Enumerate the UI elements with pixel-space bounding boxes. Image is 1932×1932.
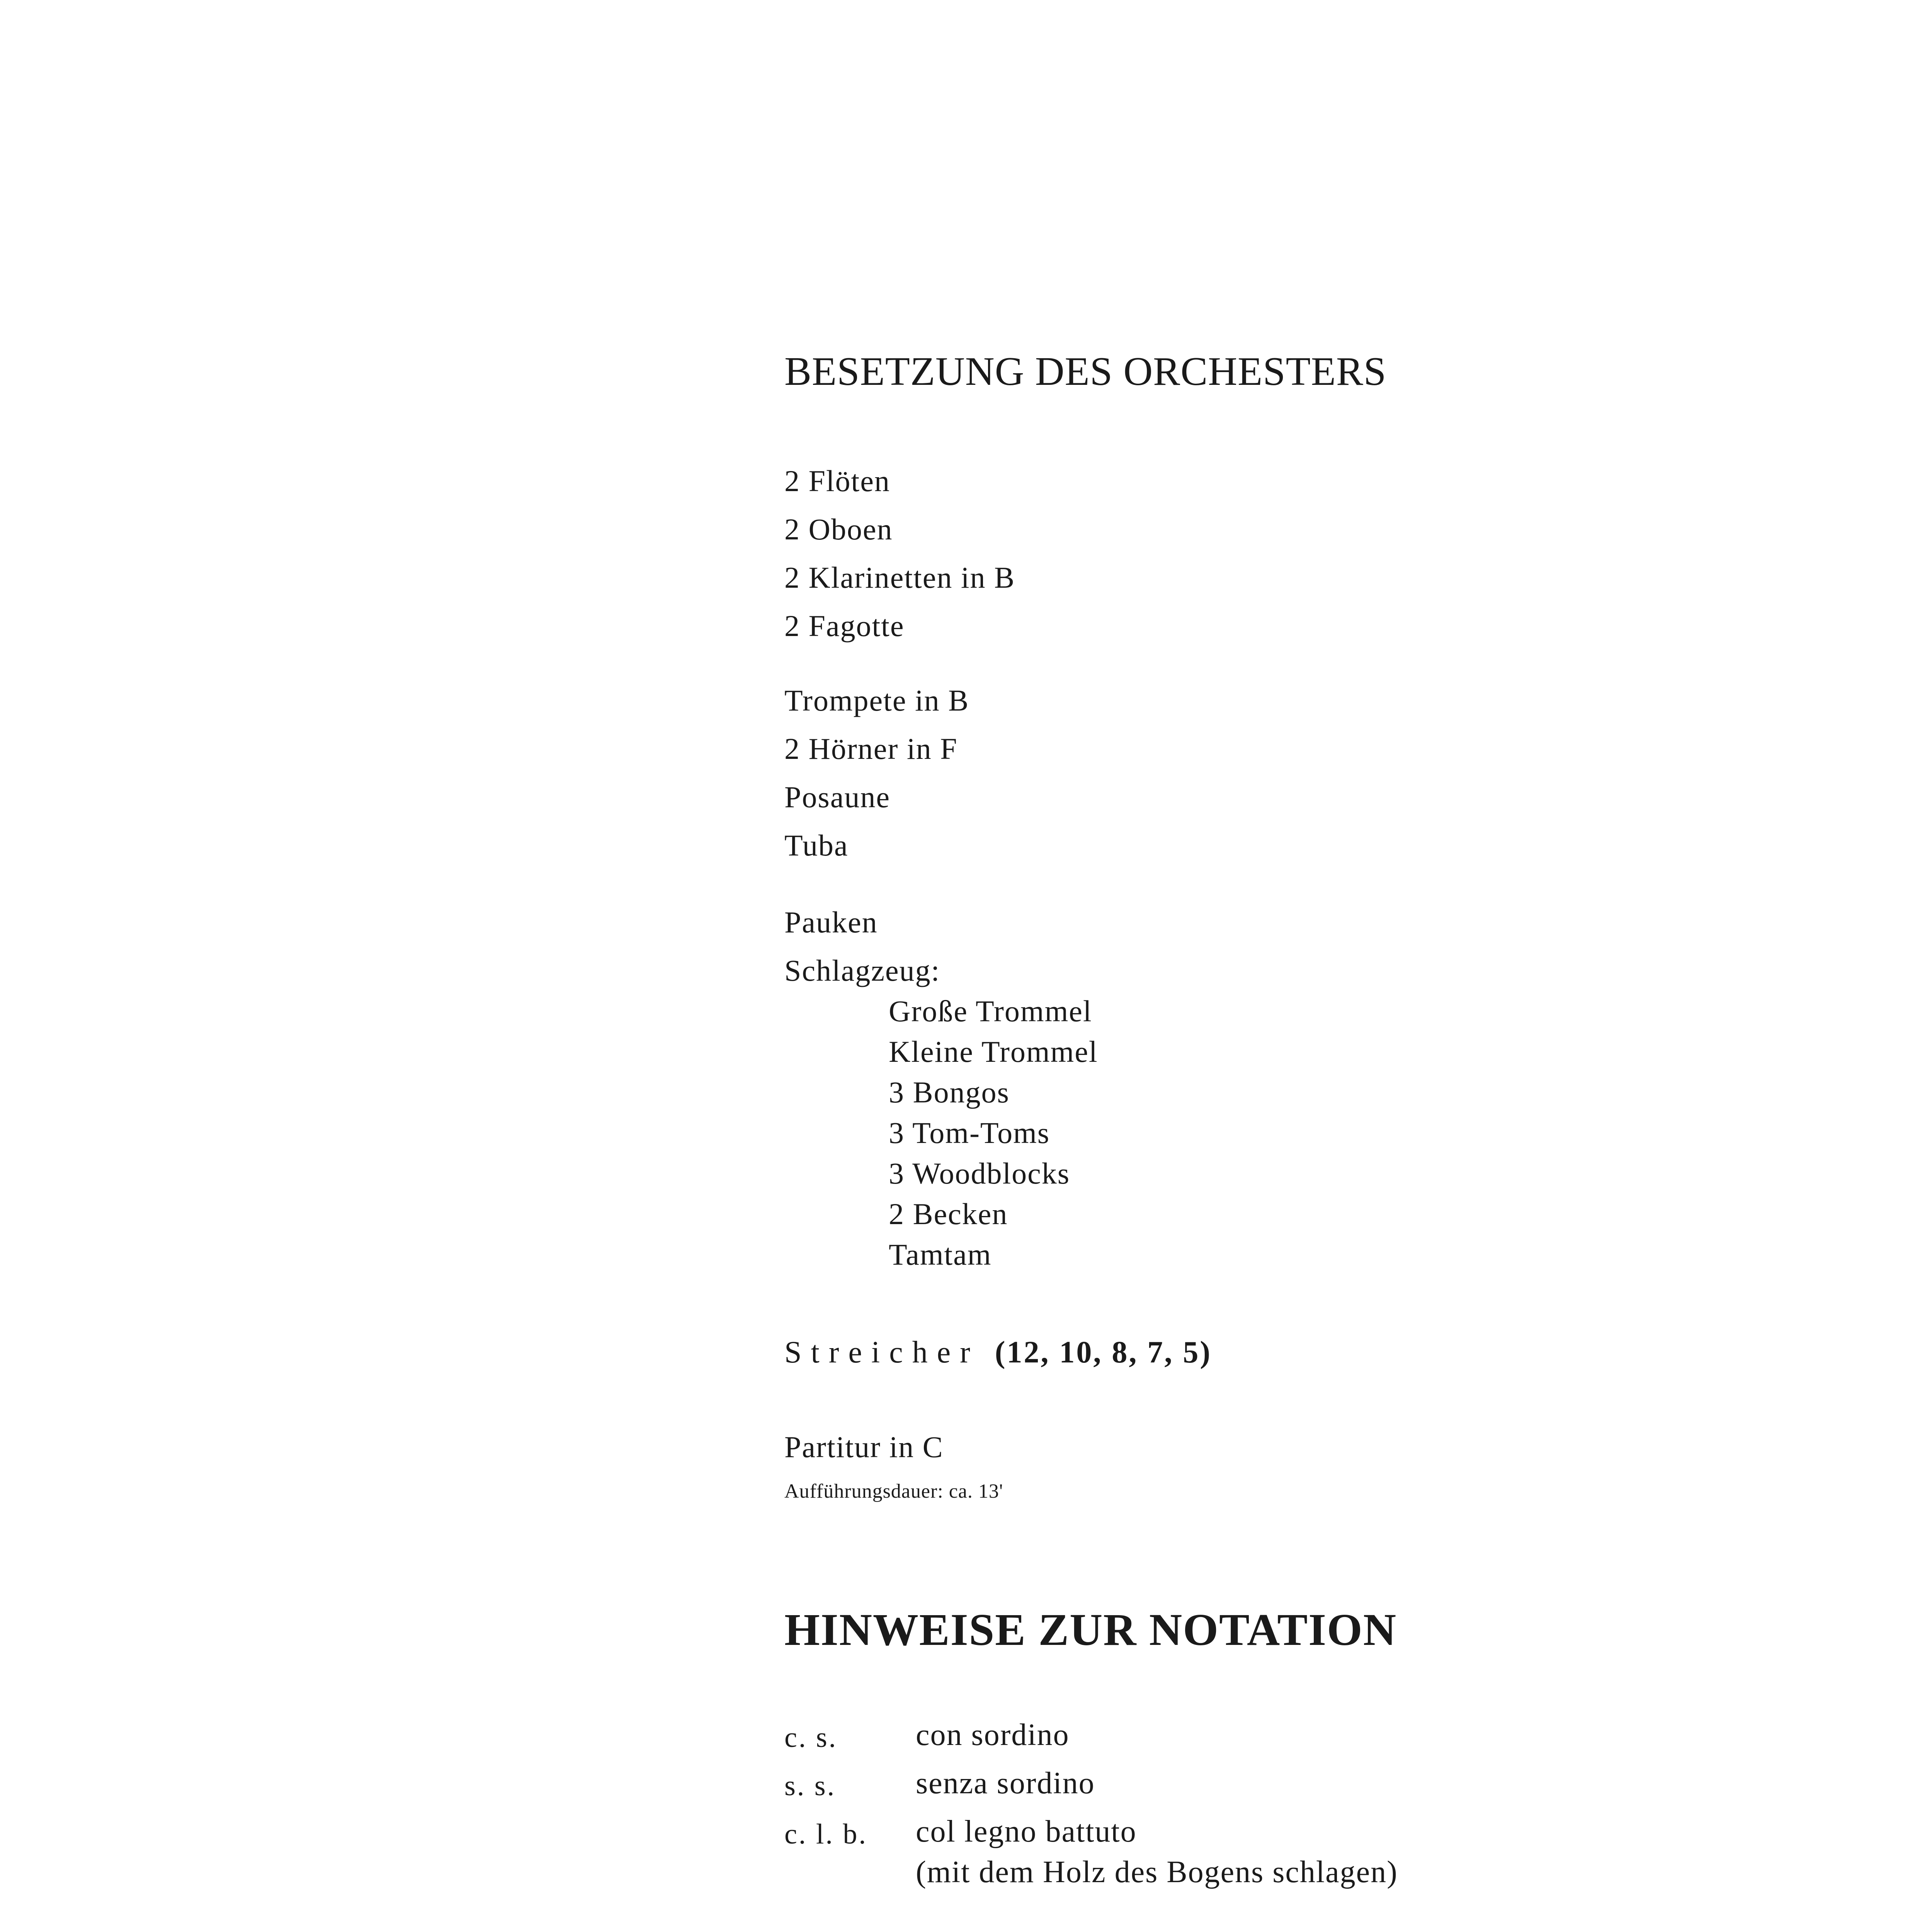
notation-heading: HINWEISE ZUR NOTATION [784, 1604, 1397, 1655]
percussion-item: 3 Woodblocks [889, 1156, 1070, 1190]
percussion-item: 3 Tom-Toms [889, 1116, 1050, 1150]
notation-abbr: s. s. [784, 1770, 836, 1802]
strings-counts: (12, 10, 8, 7, 5) [995, 1335, 1212, 1369]
notation-desc: col legno battuto [916, 1815, 1137, 1849]
notation-abbr: c. s. [784, 1722, 838, 1753]
notation-desc: senza sordino [916, 1766, 1095, 1800]
performance-duration: Aufführungsdauer: ca. 13' [784, 1480, 1003, 1502]
brass-item: Posaune [784, 780, 890, 814]
timpani-item: Pauken [784, 905, 878, 939]
percussion-item: 2 Becken [889, 1197, 1008, 1231]
percussion-item: 3 Bongos [889, 1075, 1010, 1109]
woodwind-item: 2 Klarinetten in B [784, 561, 1015, 594]
woodwind-item: 2 Fagotte [784, 609, 905, 643]
brass-item: Tuba [784, 828, 849, 862]
woodwind-item: 2 Flöten [784, 464, 890, 498]
percussion-label: Schlagzeug: [784, 954, 940, 987]
orchestra-heading: BESETZUNG DES ORCHESTERS [784, 349, 1387, 394]
percussion-item: Kleine Trommel [889, 1035, 1098, 1068]
strings-line [784, 1335, 1212, 1370]
strings-label: Streicher [784, 1335, 980, 1369]
percussion-item: Große Trommel [889, 994, 1092, 1028]
brass-item: 2 Hörner in F [784, 732, 958, 765]
notation-abbr: c. l. b. [784, 1818, 867, 1850]
percussion-item: Tamtam [889, 1238, 992, 1271]
notation-desc-detail: (mit dem Holz des Bogens schlagen) [916, 1855, 1398, 1889]
notation-desc: con sordino [916, 1718, 1070, 1752]
brass-item: Trompete in B [784, 684, 969, 717]
score-note: Partitur in C [784, 1430, 944, 1464]
woodwind-item: 2 Oboen [784, 512, 893, 546]
